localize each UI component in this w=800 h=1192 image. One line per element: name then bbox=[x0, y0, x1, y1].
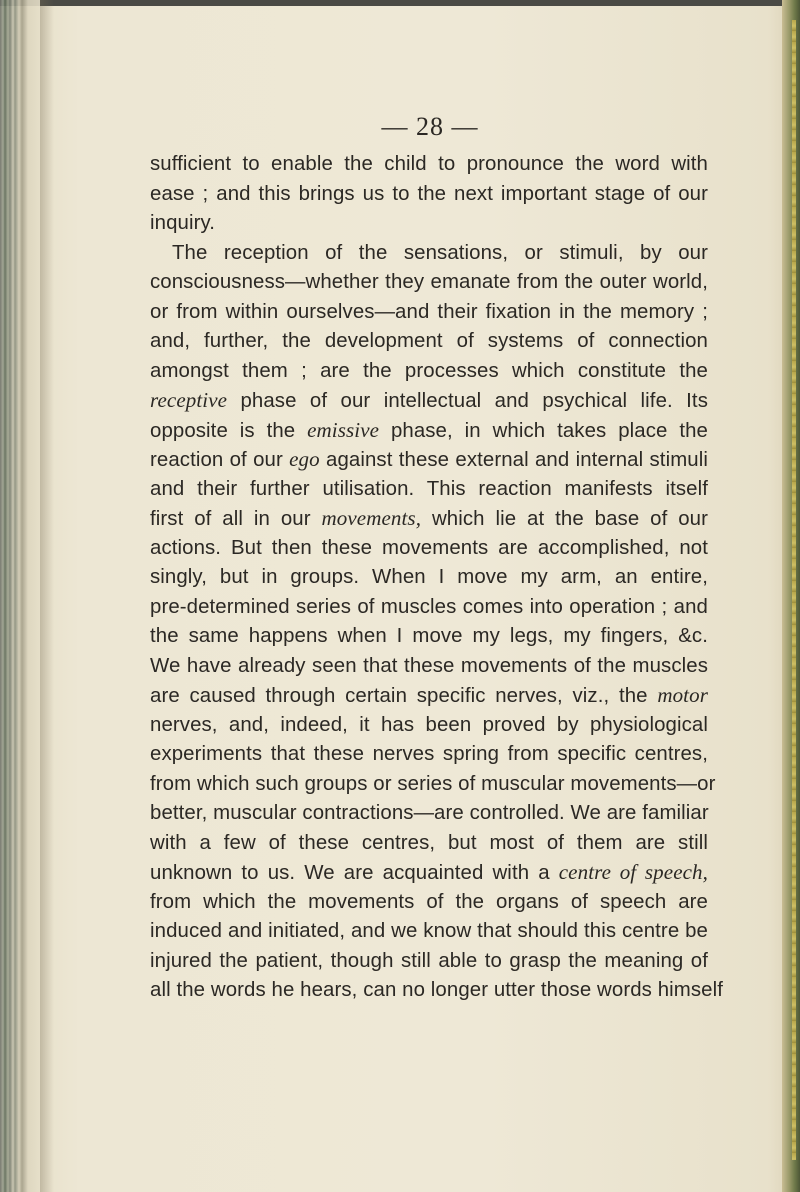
gilt-edge bbox=[792, 20, 796, 1160]
text-line bbox=[150, 416, 708, 446]
italic-term: emissive bbox=[307, 417, 380, 442]
text-run: the same happens when I move my legs, my fingers, &c. bbox=[150, 625, 708, 647]
text-line bbox=[150, 740, 708, 770]
body-text bbox=[150, 150, 724, 1006]
text-run: from which such groups or series of muscular movements—or bbox=[150, 772, 716, 795]
text-run: amongst them ; are the processes which constitute the bbox=[150, 359, 708, 382]
text-run: all the words he hears, can no longer utter those words himself bbox=[150, 979, 724, 1001]
text-line bbox=[150, 475, 708, 505]
text-line bbox=[150, 534, 708, 564]
text-run: phase, in which takes place the bbox=[379, 419, 708, 442]
page-number: — 28 — bbox=[381, 112, 479, 141]
text-line bbox=[150, 357, 708, 387]
top-page-edge bbox=[0, 0, 800, 6]
text-run: induced and initiated, and we know that should this centre be bbox=[150, 920, 708, 942]
text-line bbox=[150, 917, 708, 947]
text-line bbox=[150, 563, 708, 593]
text-run: sufficient to enable the child to pronounce the word with bbox=[150, 153, 708, 175]
text-line bbox=[150, 947, 708, 977]
text-run: reaction of our bbox=[150, 449, 290, 471]
book-binding-edge bbox=[0, 0, 40, 1192]
text-line bbox=[150, 327, 708, 357]
text-line bbox=[150, 652, 708, 682]
text-line bbox=[150, 298, 708, 328]
text-run: pre-determined series of muscles comes into operation ; and bbox=[150, 595, 708, 618]
text-line bbox=[150, 888, 708, 918]
text-run: first of all in our bbox=[150, 508, 322, 530]
text-line bbox=[150, 622, 708, 652]
text-run: and, further, the development of systems of connection bbox=[150, 330, 708, 352]
italic-term: motor bbox=[657, 683, 708, 707]
text-line bbox=[150, 239, 708, 269]
text-line bbox=[150, 799, 708, 829]
text-run: better, muscular contractions—are controlled. We are familiar bbox=[150, 802, 709, 824]
text-run: ease ; and this brings us to the next important stage of our bbox=[150, 182, 708, 205]
text-run: which lie at the base of our bbox=[421, 508, 708, 530]
text-run: with a few of these centres, but most of them are still bbox=[150, 831, 708, 854]
text-run: We have already seen that these movements of the muscles bbox=[150, 654, 708, 677]
text-run: against these external and internal stimuli bbox=[319, 449, 708, 471]
right-page-edge bbox=[782, 0, 800, 1192]
text-line bbox=[150, 829, 708, 859]
text-line bbox=[150, 593, 708, 623]
text-run: and their further utilisation. This reaction manifests itself bbox=[150, 477, 708, 500]
text-run: opposite is the bbox=[150, 419, 308, 442]
text-line bbox=[150, 180, 708, 210]
text-run: from which the movements of the organs of speech are bbox=[150, 890, 708, 913]
text-run: actions. But then these movements are accomplished, not bbox=[150, 536, 708, 559]
text-run: singly, but in groups. When I move my arm, an entire, bbox=[150, 566, 708, 588]
text-run: unknown to us. We are acquainted with a bbox=[150, 862, 559, 884]
text-line bbox=[150, 711, 708, 741]
text-line bbox=[150, 681, 708, 711]
italic-term: centre of speech, bbox=[558, 860, 708, 884]
text-run: phase of our intellectual and psychical life. Its bbox=[227, 390, 708, 412]
text-run: injured the patient, though still able to grasp the meaning of bbox=[150, 949, 708, 972]
italic-term: receptive bbox=[150, 388, 228, 412]
text-line bbox=[150, 858, 708, 888]
text-line bbox=[150, 150, 708, 180]
text-line bbox=[150, 445, 708, 475]
text-line bbox=[150, 770, 716, 800]
text-run: consciousness—whether they emanate from the outer world, bbox=[150, 271, 708, 293]
text-run: are caused through certain specific nerves, viz., the bbox=[150, 685, 658, 707]
text-run: or from within ourselves—and their fixation in the memory ; bbox=[150, 300, 708, 323]
text-run: The reception of the sensations, or stimuli, by our bbox=[172, 241, 708, 264]
text-run: experiments that these nerves spring from specific centres, bbox=[150, 743, 708, 765]
text-line bbox=[150, 268, 708, 298]
text-run: nerves, and, indeed, it has been proved by physiological bbox=[150, 713, 708, 736]
text-line bbox=[150, 976, 724, 1006]
text-line bbox=[150, 504, 708, 534]
text-run: inquiry. bbox=[150, 212, 216, 234]
text-line bbox=[150, 386, 708, 416]
italic-term: ego bbox=[289, 447, 320, 471]
gutter-shadow bbox=[40, 0, 54, 1192]
text-line bbox=[150, 209, 708, 239]
italic-term: movements, bbox=[321, 506, 422, 530]
